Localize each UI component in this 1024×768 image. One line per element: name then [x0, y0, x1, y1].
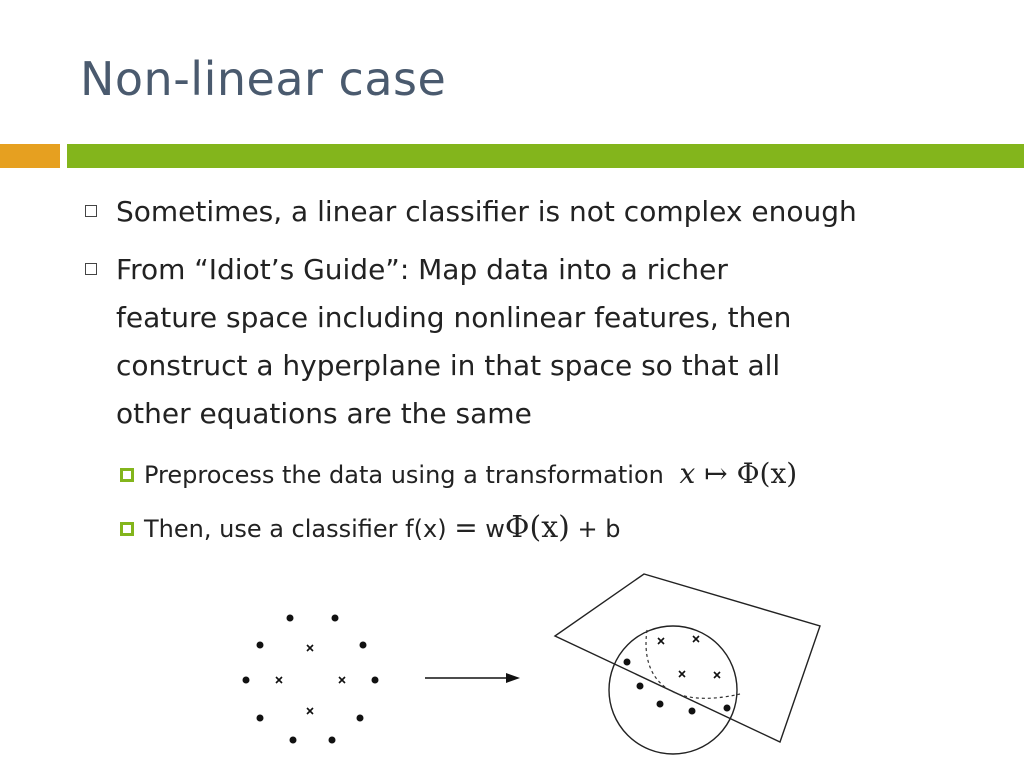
slide-title: Non-linear case — [80, 52, 447, 106]
bullet-text: Sometimes, a linear classifier is not complex enough — [116, 195, 857, 228]
accent-bar-orange — [0, 144, 60, 168]
arrow-icon — [425, 673, 520, 683]
accent-bar-green — [67, 144, 1024, 168]
input-space-points — [243, 615, 379, 744]
transform-formula: x ↦ Φ(x) — [679, 457, 798, 490]
subbullet-square-icon — [120, 468, 134, 482]
subbullet-2: Then, use a classifier f(x) = wΦ(x) + b — [120, 512, 620, 545]
input-space-crosses — [276, 645, 345, 714]
bullet-text: From “Idiot’s Guide”: Map data into a richer feature space including nonlinear features, then construct a hyperplane in that space so that all other equations are the same — [116, 253, 792, 430]
feature-map-illustration — [230, 570, 830, 760]
feature-space-diagram — [555, 574, 820, 754]
subbullet-1: Preprocess the data using a transformation x ↦ Φ(x) — [120, 458, 797, 491]
subbullet-square-icon — [120, 522, 134, 536]
phi-formula: Φ(x) — [504, 510, 570, 545]
bullet-square-icon — [85, 263, 97, 275]
bullet-square-icon — [85, 205, 97, 217]
